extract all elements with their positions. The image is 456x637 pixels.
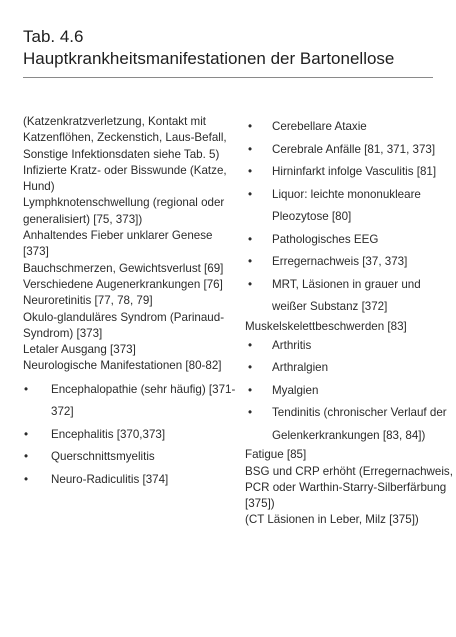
bullet-text: Encephalopathie (sehr häufig) [371-372]: [51, 382, 236, 419]
bullet-icon: •: [248, 165, 253, 178]
left-paragraph: Verschiedene Augenerkrankungen [76]: [23, 277, 223, 291]
table-title: Hauptkrankheitsmanifestationen der Bartonellose: [23, 49, 395, 68]
right-column: [245, 116, 455, 529]
bullet-item: [245, 357, 455, 380]
left-paragraph: Infizierte Kratz- oder Bisswunde (Katze, Hund): [23, 163, 227, 194]
bullet-text: Encephalitis [370,373]: [51, 427, 166, 441]
bullet-icon: •: [24, 472, 29, 486]
bullet-text: Erregernachweis [37, 373]: [272, 255, 408, 268]
left-column: [23, 114, 241, 491]
bullet-item: [245, 139, 455, 162]
bullet-item: [23, 469, 241, 492]
left-paragraph: Bauchschmerzen, Gewichtsverlust [69]: [23, 261, 224, 275]
left-paragraph: Neurologische Manifestationen [80-82]: [23, 359, 222, 373]
section-heading: Muskelskelettbeschwerden [83]: [245, 319, 407, 333]
bullet-icon: •: [248, 361, 253, 375]
bullet-text: Querschnittsmyelitis: [51, 450, 155, 464]
bullet-icon: •: [248, 277, 253, 291]
left-paragraph: (Katzenkratzverletzung, Kontakt mit Katzenflöhen, Zeckenstich, Laus-Befall, Sonstige Infektionsdaten siehe Tab. 5): [23, 115, 227, 161]
bullet-icon: •: [248, 142, 253, 156]
bullet-icon: •: [24, 450, 29, 464]
bullet-text: Hirninfarkt infolge Vasculitis [81]: [272, 165, 437, 178]
header-divider: [23, 77, 433, 78]
bullet-item: [245, 229, 455, 252]
right-paragraph: BSG und CRP erhöht (Erregernachweis, PCR oder Warthin-Starry-Silberfärbung [375]): [245, 464, 453, 511]
bullet-icon: •: [248, 338, 253, 352]
bullet-text: Arthralgien: [272, 361, 329, 375]
bullet-text: Myalgien: [272, 383, 319, 397]
bullet-icon: •: [248, 187, 253, 201]
bullet-icon: •: [24, 382, 29, 396]
bullet-text: Tendinitis (chronischer Verlauf der Gelenkerkrankungen [83, 84]): [272, 406, 447, 442]
bullet-text: Cerebrale Anfälle [81, 371, 373]: [272, 142, 436, 156]
bullet-icon: •: [248, 255, 253, 268]
bullet-text: Neuro-Radiculitis [374]: [51, 472, 169, 486]
left-paragraph: Letaler Ausgang [373]: [23, 343, 136, 357]
bullet-item: [23, 379, 241, 424]
bullet-item: [23, 424, 241, 447]
bullet-text: Liquor: leichte mononukleare Pleozytose [80]: [272, 187, 421, 223]
bullet-item: [245, 380, 455, 403]
bullet-text: MRT, Läsionen in grauer und weißer Substanz [372]: [272, 277, 421, 313]
bullet-item: [245, 116, 455, 139]
left-paragraph: Lymphknotenschwellung (regional oder generalisiert) [75, 373]): [23, 196, 225, 226]
bullet-icon: •: [24, 427, 29, 441]
bullet-icon: •: [248, 406, 253, 420]
bullet-text: Pathologisches EEG: [272, 232, 379, 246]
bullet-item: [245, 184, 455, 229]
bullet-item: [245, 402, 455, 447]
bullet-icon: •: [248, 232, 253, 246]
bullet-icon: •: [248, 120, 253, 133]
bullet-item: [245, 335, 455, 358]
bullet-icon: •: [248, 383, 253, 397]
left-paragraph: Anhaltendes Fieber unklarer Genese [373]: [23, 229, 213, 259]
table-label: Tab. 4.6: [23, 27, 84, 46]
right-paragraph: Fatigue [85]: [245, 448, 307, 462]
left-paragraph: Neuroretinitis [77, 78, 79]: [23, 294, 153, 308]
bullet-text: Arthritis: [272, 338, 312, 352]
bullet-item: [245, 251, 455, 274]
bullet-item: [23, 446, 241, 469]
left-paragraph: Okulo-glanduläres Syndrom (Parinaud-Syndrom) [373]: [23, 310, 225, 340]
bullet-item: [245, 161, 455, 184]
bullet-text: Cerebellare Ataxie: [272, 120, 367, 133]
bullet-item: [245, 274, 455, 319]
right-paragraph: (CT Läsionen in Leber, Milz [375]): [245, 513, 419, 527]
